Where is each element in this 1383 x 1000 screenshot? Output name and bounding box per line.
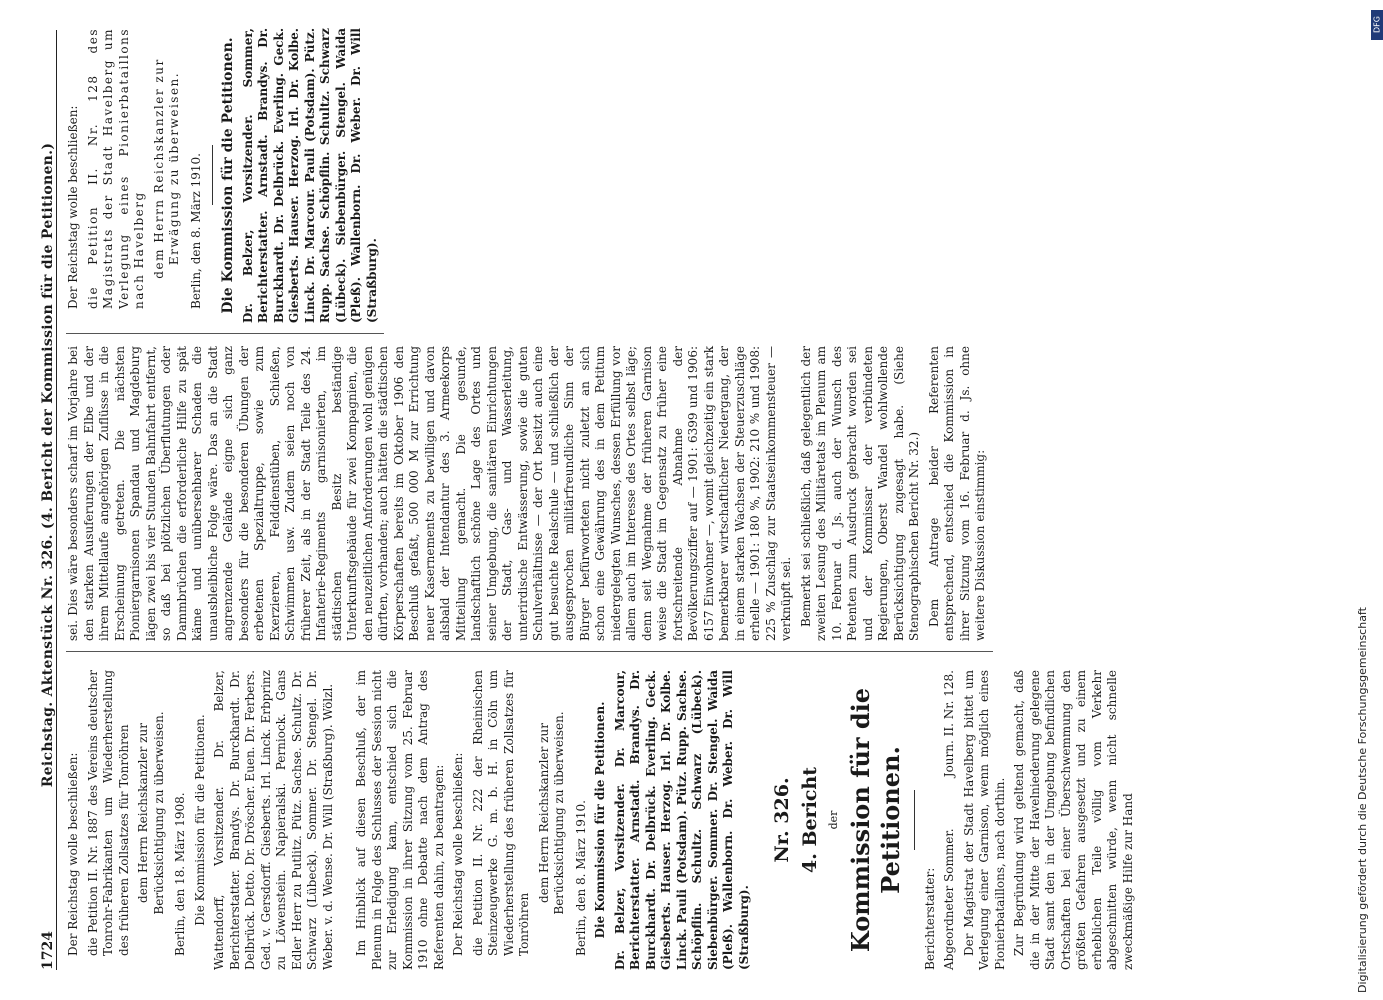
date-line: Berlin, den 8. März 1910.: [573, 800, 588, 956]
reporter-name: Abgeordneter Sommer.: [942, 828, 956, 970]
paragraph: Der Magistrat der Stadt Havelberg bittet um Verlegung einer Garnison, wenn möglich eines Pionierbataillons, nach dorthin.: [961, 670, 1007, 970]
reporter-label: Berichterstatter:: [922, 867, 937, 970]
member-list: Dr. Belzer, Vorsitzender. Dr. Marcour, Berichterstatter. Arnstadt. Brandys. Dr. Burckhardt. Dr. Delbrück. Everling. Geck. Giesberts. Hauser. Herzog. Irl. Dr. Kolbe. Linck. Pauli (Potsdam). Pütz. Rupp. Sachse. Schöpflin. Schultz. Schwarz (Lübeck). Siebenbürger. Sommer. Dr. Stengel. Waida (Pleß). Wallenborn. Dr. Weber. Dr. Will (Straßburg).: [612, 670, 751, 970]
petition-action: dem Herrn Reichskanzler zur Berücksichtigung zu überweisen.: [536, 711, 566, 915]
member-list: Dr. Belzer, Vorsitzender. Sommer, Berichterstatter. Arnstadt. Brandys. Dr. Burckhardt. Dr. Delbrück. Everling. Geck. Giesberts. Hauser. Herzog. Irl. Dr. Kolbe. Linck. Dr. Marcour. Pauli (Potsdam). Pütz. Rupp. Sachse. Schöpflin. Schultz. Schwarz (Lübeck). Siebenbürger. Stengel. Waida (Pleß). Wallenborn. Dr. Weber. Dr. Will (Straßburg).: [240, 28, 379, 323]
journal-number: Journ. II. Nr. 128.: [942, 670, 956, 778]
commission-heading: Die Kommission für die Petitionen.: [220, 37, 236, 314]
column-middle: [66, 346, 993, 652]
column-left: [66, 670, 1140, 970]
digitization-note: [1352, 8, 1374, 993]
digitization-note-text: Digitalisierung gefördert durch die Deutsche Forschungsgemeinschaft: [1356, 607, 1369, 993]
resolution-intro: Der Reichstag wolle beschließen:: [66, 752, 80, 956]
divider: [914, 790, 915, 850]
report-number: 4. Bericht: [799, 767, 821, 873]
running-title: Reichstag. Aktenstück Nr. 326. (4. Bericht der Kommission für die Petitionen.): [39, 142, 56, 788]
member-list: Wattendorff, Vorsitzender. Dr. Belzer, Berichterstatter. Brandys. Dr. Burckhardt. Dr. Delbrück. Detto. Dr. Dröscher. Euen. Dr. Ferbers. Ged. v. Gersdorff. Giesberts. Irl. Linck. Erbprinz zu Löwenstein. Napieralski. Perniock. Gans Edler Herr zu Putlitz. Pütz. Sachse. Schultz. Dr. Schwarz (Lübeck). Sommer. Dr. Stengel. Dr. Weber. v. d. Wense. Dr. Will (Straßburg). Wölzl.: [212, 670, 335, 970]
petition-action: dem Herrn Reichskanzler zur Erwägung zu überweisen.: [151, 58, 181, 279]
date-line: Berlin, den 8. März 1910.: [188, 153, 203, 309]
report-title: Kommission für die Petitionen.: [845, 687, 905, 953]
date-line: Berlin, den 18. März 1908.: [173, 792, 187, 956]
petition-text: die Petition II. Nr. 222 der Rheinischen Steinzeugwerke G. m. b. H. in Cöln um Wiederherstellung des früheren Zollsatzes für Tonröhren: [470, 670, 531, 956]
petition-text: die Petition II. Nr. 128 des Magistrats der Stadt Havelberg um Verlegung eines Pionierbataillons nach Havelberg: [85, 28, 146, 309]
reporter-line: [942, 670, 958, 970]
petition-action: dem Herrn Reichskanzler zur Berücksichtigung zu überweisen.: [136, 711, 166, 915]
resolution-intro: Der Reichstag wolle beschließen:: [66, 105, 80, 309]
resolution-intro: Der Reichstag wolle beschließen:: [451, 752, 465, 956]
paragraph: Dem Antrage beider Referenten entsprechend, entschied die Kommission in ihrer Sitzung vom 16. Februar d. Js. ohne weitere Diskussion einstimmig:: [926, 346, 987, 641]
commission-heading: Die Kommission für die Petitionen.: [192, 714, 207, 926]
paragraph: Im Hinblick auf diesen Beschluß, der im Plenum in Folge des Schlusses der Session nicht zur Erledigung kam, entschied sich die Kommission in ihrer Sitzung vom 25. Februar 1910 ohne Debatte nach dem Antrag des Referenten dahin, zu beantragen:: [354, 670, 446, 970]
running-head: [30, 30, 57, 970]
report-der: der: [827, 810, 840, 830]
page-number: 1724: [39, 931, 56, 970]
divider: [212, 146, 213, 206]
document-number: Nr. 326.: [771, 777, 793, 863]
commission-heading: Die Kommission für die Petitionen.: [593, 701, 607, 939]
paragraph: Bemerkt sei schließlich, daß gelegentlich der zweiten Lesung des Militäretats im Plenum am 10. Februar d. Js. auch der Wunsch des Petenten zum Ausdruck gebracht worden sei und der Kommissar der verbündeten Regierungen, Oberst Wandel wohlwollende Berücksichtigung zugesagt habe. (Siehe Stenographischen Bericht Nr. 32.): [798, 346, 921, 641]
paragraph: Zur Begründung wird geltend gemacht, daß die in der Mitte der Havelniederung gelegene Stadt samt den in der Umgebung befindlichen Ortschaften bei einer Überschwemmung den größten Gefahren ausgesetzt und zu einem erheblichen Teile völlig vom Verkehr abgeschnitten würde, wenn nicht schnelle zweckmäßige Hilfe zur Hand: [1012, 670, 1135, 970]
document-page: [30, 30, 1300, 970]
column-right: [66, 28, 384, 334]
dfg-logo: DFG: [1371, 10, 1383, 40]
petition-text: die Petition II. Nr. 1887 des Vereins deutscher Tonrohr-Fabrikanten um Wiederherstellung des früheren Zollsatzes für Tonröhren: [85, 670, 131, 956]
paragraph: sei. Dies wäre besonders scharf im Vorjahre bei den starken Ausuferungen der Elbe und der ihrem Mittellaufe angehörigen Zuflüsse in die Erscheinung getreten. Die nächsten Pioniergarnisonen Spandau und Magdeburg lägen zwei bis vier Stunden Bahnfahrt entfernt, so daß bei plötzlichen Überflutungen oder Dammbrüchen die erforderliche Hilfe zu spät käme und unübersehbarer Schaden die unausbleibliche Folge wäre. Das an die Stadt angrenzende Gelände eigne sich ganz besonders für die besonderen Übungen der erbetenen Spezialtruppe, sowie zum Exerzieren, Felddienstüben, Schießen, Schwimmen usw. Zudem seien noch von früherer Zeit, als in der Stadt Teile des 24. Infanterie-Regiments garnisonierten, im städtischen Besitz beständige Unterkunftsgebäude für zwei Kompagnien, die den neuzeitlichen Anforderungen wohl genügen dürften, vorhanden; auch hätten die städtischen Körperschaften bereits im Oktober 1906 den Beschluß gefaßt, 500 000 M zur Errichtung neuer Kasernements zu bewilligen und davon alsbald der Intendantur des 3. Armeekorps Mitteilung gemacht. Die gesunde, landschaftlich schöne Lage des Ortes und seiner Umgebung, die sanitären Einrichtungen der Stadt, Gas- und Wasserleitung, unterirdische Entwässerung, sowie die guten Schulverhältnisse — der Ort besitzt auch eine gut besuchte Realschule — und schließlich der ausgesprochen militärfreundliche Sinn der Bürger befürworteten nicht zuletzt an sich schon eine Gewährung des in dem Petitum niedergelegten Wunsches, dessen Erfüllung vor allem auch im Interesse des Ortes selbst läge; denn seit Wegnahme der früheren Garnison weise die Stadt im Gegensatz zu früher eine fortschreitende Abnahme der Bevölkerungsziffer auf — 1901: 6399 und 1906: 6157 Einwohner —, womit gleichzeitig ein stark bemerkbarer wirtschaftlicher Niedergang, der in einem starken Wachsen der Steuerzuschläge erhelle — 1901: 180 %, 1902: 210 % und 1908: 225 % Zuschlag zur Staatseinkommensteuer — verknüpft sei.: [66, 346, 793, 641]
